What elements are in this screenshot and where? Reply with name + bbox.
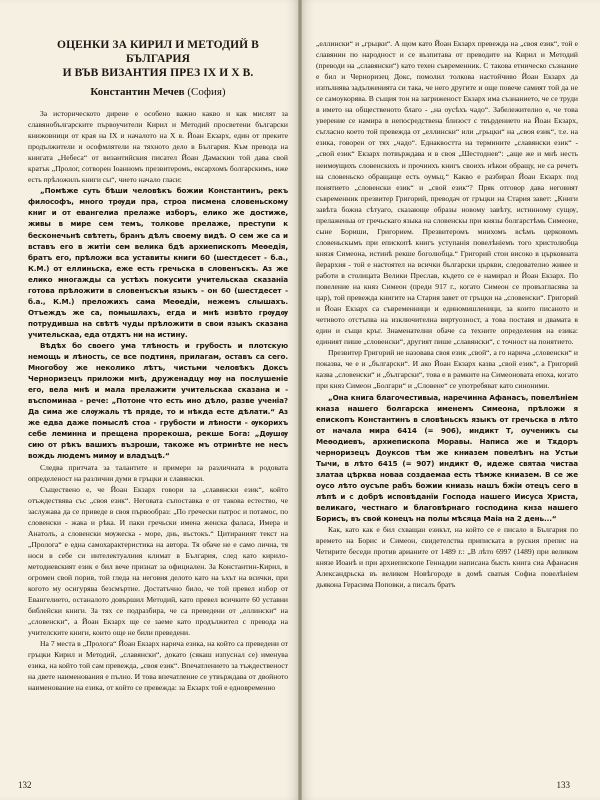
left-quote-1: „Помѣже суть бѣши человѣкъ божии Константинъ, рекъ философъ, много трѹди пра, строа писмена словеньскому книг и от евангелиа прелаже изборъ, елико же достиже, живы в мире сем темъ, толкове прелаже, преступи к бесконечьнѣ свѣтеть, бранъ дѣлъ своему видѣ. О сем же са и вставъ его в житіи сем велика бдѣ архиепископъ Меѳедія, братъ его, прѣложи вса уставиты книги 60 (шестдесет - б.а., К.М.) от еллиньска, еже есть гречьска в словенъскъ. Аз же елико многажды са устѣхъ покусити учительскаа сказанїа готова прѣложити в словенъскъи языкъ - он 60 (шестдесет - б.а., К.М.) преложихъ сама Меѳедіи, нежемъ слышахъ. Отъеждъ же са, помышлахъ, егда и мнѣ извѣто грѹдѹ потрудивша на свѣтѣ чуды прѣложити в свои языкъ сказана учительскаа, еда отдѫтъ ни на истину. (28, 186, 288, 339)
left-paragraph-2: Следва притчата за талантите и примери за различната в родовата определеност на различни думи в гръцки и славянски. (28, 462, 288, 483)
right-page (300, 0, 600, 800)
article-title (28, 38, 288, 80)
article-title-line-2: И ВЪВ ВИЗАНТИЯ ПРЕЗ IX И X В. (62, 67, 254, 79)
left-paragraph-3: Съществено е, че Йоан Екзарх говори за „славянски език“, който отъждествява със „своя език“. Неговата съпоставка е от такова естество, че заслужава да се приведе в своя първообраз: „По гречески патрос и потамос, по словенски - жака и рѣка. И паки гречьски имена женска фаласа, Имера и Анатолъ, а словенски мѹжеска - море, днь, въстокъ.“ Цитираният текст на „Пролога“ е една самохарактеристика на автора. Тя обаче не е само лична, тя носи в себе си интелектуалния климат в България, след като кирило-методиевският език е бил вече признат за официален. За Константин-Кирил, в огромен свой порив, той гледа на неговия делото като на ъхът на всички, при когото му осигурява безсмъртие. Достатъчно било, че той превел избор от Евангелието, останалото довършил Методий, като превел всичките 60 уставни библейски книги. За тях се подразбира, че са преведени от „еллински“ на „словенски“, а Йоан Екзарх ще се заеме като продължител с превода на учителските книги, които още не били преведени. (28, 484, 288, 638)
article-author (28, 86, 288, 98)
book-gutter (298, 0, 302, 800)
author-city: (София) (187, 86, 226, 98)
left-paragraph-4: На 7 места в „Пролога“ Йоан Екзарх нарича езика, на който са преведени от гръцки Кирил и Методий, „славянски“, докато (сякаш изпуснал се) именува езика, на който той сам превежда, „своя език“. Впечатлението за тъждественост на двете наименования е пълно. И това впечатление се утвърждава от двойното наименование на езика, от който се превежда: за Екзарх той е едновременно (28, 639, 288, 693)
right-quote-colophon: „Она книга благочестивыа, наречинна Афанасъ, повелѣніем кназа нашего болгарска именемъ Симеона, прѣложи я епископъ Константинъ в словѣньскъ языкъ от гречьска в лѣто от начала мира 6414 (= 906), индикт Т, оученикъ сы Меѳодиевъ, архиепископа Моравы. Написа же и Тѫдоръ черноризецъ Доуксов тѣм же книазем повелѣнъ на Устьи Тычи, в лѣто 6415 (= 907) индикт Ѳ, идеже святаа чистаа златаа цѣрква новаа создаемаа есть тѣмже книазем. В се же оусо лѣто оусъпе рабъ божии книазь нашъ бжїи отецъ сего в лѣпѣ и с добрѣ исповѣданїи Господа нашего Иисуса Христа, великаго, честнаго и благовѣрнаго господина кнза нашего Борисъ, въ свой конецъ на полы мѣсяца Маіа на 2 день...“ (316, 392, 578, 524)
right-paragraph-2: Презвитер Григорий не назовава своя език „свой“, а го нарича „словенски“ и показва, че е и „български“. И ако Йоан Екзарх казва „свой език“, а Григорий казва „словенски“ и „български“, това е в рамките на Симеоновата епоха, когато при княз Симеон „Болгари“ и „Словене“ се употребяват като синоними. (316, 348, 578, 391)
article-title-line-1: ОЦЕНКИ ЗА КИРИЛ И МЕТОДИЙ В БЪЛГАРИЯ (57, 39, 259, 65)
left-paragraph-1: За историческото дирене е особено важно какво и как мислят за славянобългарските първоучители Кирил и Методий просветени български книжовници от края на IX и началото на X в. Йоан Екзарх, един от преките продължители и ософмлятели на тяхното дело в България. Към превода на книгата „Небеса“ от византийския писател Йоан Дамаскин той дава свой кратък „Пролог, сотворен Іоанномъ презвитеромъ, ексархомъ болгарскимъ, иже есть прѣложилъ книги сы“, чието начало гласи: (28, 109, 288, 185)
page-number-right: 133 (556, 780, 570, 790)
author-name: Константин Мечев (90, 86, 185, 98)
left-quote-2: Вѣдѣх бо своего ума тлѣность и грубость и плотскую немощь и лѣность, се все подтиня, прилагам, оставъ са сего. Многобоу же неколико лѣтъ, чистьми человѣкъ Доксъ Черноризецъ приложи мнѣ, друженадцу мѹ на послушеніе его, вела мнѣ и мала прелажити учительскаа сказана и - въспоминаа - рече: „Потоне что есть ино дѣло, разве ученіа? Да сима же слѹжаль тѣ пряде, то и нѣкда есте дѣлати.“ Аз же едва даже помыслѣ стоа - грубости и лѣности - ѹкорихъ себе леминна и прещена прорекоша, рекше Бога: „Дѹшѹ сию от рѣкъ вашихъ възроши, такоже мъ отринѣте не несъ вождь людемъ мимѹ и владъцѣ.“ (28, 340, 288, 461)
right-paragraph-3: Как, като как е бил схващан езикът, на който се е писало в България по времето на Борис и Симеон, свидетелства приписката в руския препис на Четирите беседи против арианите от 1489 г.: „В лѣто 6997 (1489) при великом князе Иоанѣ и при архиепископе Геннадии написана бысть книга сиа Афанасия Александрьска въ великом Новѣгороде в домѣ сватыя Софиа повелѣніем дьякона Герасима Поповки, а писалъ братъ (316, 525, 578, 590)
right-paragraph-1: „еллински“ и „грьцки“. А щом като Йоан Екзарх превежда на „своя език“, той е славянин по народност и се възпитава от преводите на Кирил и Методий (преводи на „славянски“) като техен съвременник. С такова етническо съзнание е бил и Черноризец Докс, помолил толкова настойчиво Йоан Екзарх да изпълнява задълженията си така, че него другите и още повече самият той да не се самоукорява. В същия тон на загриженост Екзарх има съзнанието, че се труди в името на общественото благо - „на оусѣхъ чадо“. Забележително е, че това уверение се намира в непосредствена близост с твърдението на Йоан Екзарх, съгласно което той превежда от „еллински“ или „грьцки“ на „своя език“, т.е. на езика, говорен от тях „чадо“. Еднаквостта на термините „славянски език“ - „свой език“ Екзарх потвърждава и в своя „Шестоднев“: „аще же и мнѣ несть неимѹщихъ словенскихъ и прочиихъ книгъ своихъ нѣкои обращу, не са речетъ на словеньско обращаще есть оумьц.“ Какво е разбирал Йоан Екзарх под понятието „словенски език“ и „свой език“? Пряк отговор дава неговият съвременник презвитер Григорий, преводач от гръцки на Стария завет: „Книги завѣта божиа сѣтуаго, сказающе образы новому завѣту, истинному сущѹ, прелаженыа от гречьскаго языка на словенскы при князы болгарстѣмь Симеоне, сыне Бориши, Григорием. Презвитеромъ мнихомъ всѣмъ церковомъ словеньскымъ при епископѣ книгъ уступанія повелѣніемъ того христолюбца князя Симеона, истинѣ рекше боголюбца.“ Григорий стои високо в църковната йерархия - той е настоятел на всички български църкви, следователно живее и работи в столицата Велики Преслав, където се е намирал и Йоан Екзарх. По повеление на княз Симеон (преди 917 г., когато Симеон се провъзгласява за цар), той превежда книгите на Стария завет от гръцки на „словенски“. Григорий и Йоан Екзарх са съвременници и единомишленици, за които писаното и четивото отстъпва на изключителна виртуозност, а това поставя и двамата в един и същи кръг. Знаменателни обаче са техните определения на езика: единият пише „словенски“, другият пише „славянски“, с точност на понятието. (316, 39, 578, 347)
page-number-left: 132 (18, 780, 32, 790)
